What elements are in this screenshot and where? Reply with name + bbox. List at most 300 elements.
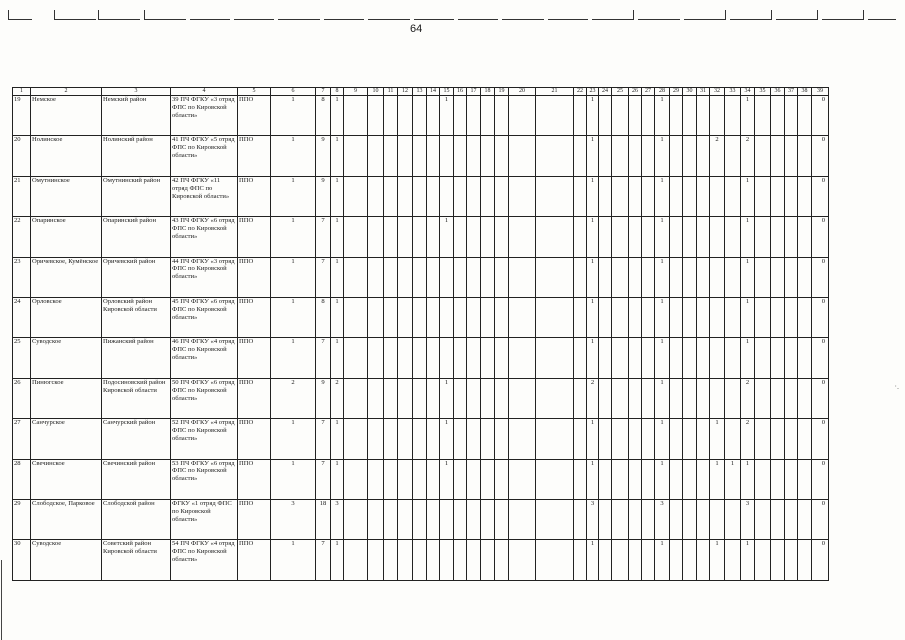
settlement-cell: Омутнинское: [31, 176, 102, 216]
settlement-cell: Немское: [31, 96, 102, 136]
value-cell-col-23: 1: [587, 257, 599, 297]
district-cell: Свечинский район: [102, 459, 171, 499]
value-cell-col-28: 1: [655, 176, 670, 216]
value-cell-col-9: [344, 540, 368, 580]
value-cell-col-30: [683, 459, 697, 499]
value-cell-col-38: [798, 378, 812, 418]
scan-border-line: [54, 19, 96, 20]
value-cell-col-36: [771, 459, 785, 499]
value-cell-col-34: 1: [741, 540, 755, 580]
value-cell-col-38: [798, 176, 812, 216]
unit-type-cell: ППО: [238, 338, 271, 378]
value-cell-col-21: [536, 540, 574, 580]
value-cell-col-31: [697, 499, 710, 539]
value-cell-col-39: 0: [812, 459, 829, 499]
value-cell-col-19: [495, 136, 509, 176]
table-row: [13, 378, 829, 418]
column-number-11: 11: [384, 88, 398, 96]
value-cell-col-31: [697, 96, 710, 136]
value-cell-col-8: 1: [331, 176, 344, 216]
value-cell-col-34: 1: [741, 297, 755, 337]
value-cell-col-33: 1: [725, 459, 741, 499]
value-cell-col-29: [670, 378, 683, 418]
value-cell-col-32: [710, 96, 725, 136]
value-cell-col-13: [413, 540, 427, 580]
value-cell-col-36: [771, 338, 785, 378]
value-cell-col-33: [725, 96, 741, 136]
value-cell-col-32: [710, 176, 725, 216]
value-cell-col-24: [599, 540, 612, 580]
value-cell-col-32: 2: [710, 136, 725, 176]
value-cell-col-20: [509, 136, 536, 176]
district-cell: Советский район Кировской области: [102, 540, 171, 580]
value-cell-col-14: [427, 217, 440, 257]
value-cell-col-21: [536, 338, 574, 378]
scan-border-segment: [822, 8, 864, 20]
value-cell-col-24: [599, 378, 612, 418]
unit-type-cell: ППО: [238, 297, 271, 337]
value-cell-col-22: [574, 217, 587, 257]
value-cell-col-28: 1: [655, 540, 670, 580]
column-number-39: 39: [812, 88, 829, 96]
fire-unit-cell: 45 ПЧ ФГКУ «6 отряд ФПС по Кировской области»: [171, 297, 238, 337]
value-cell-col-7: 9: [316, 176, 331, 216]
value-cell-col-8: 1: [331, 419, 344, 459]
value-cell-col-9: [344, 96, 368, 136]
value-cell-col-14: [427, 338, 440, 378]
value-cell-col-11: [384, 297, 398, 337]
value-cell-col-38: [798, 499, 812, 539]
value-cell-col-33: [725, 419, 741, 459]
value-cell-col-34: 1: [741, 217, 755, 257]
value-cell-col-11: [384, 176, 398, 216]
value-cell-col-37: [785, 217, 798, 257]
value-cell-col-10: [368, 540, 384, 580]
value-cell-col-27: [642, 378, 655, 418]
column-number-17: 17: [467, 88, 481, 96]
value-cell-col-30: [683, 297, 697, 337]
value-cell-col-20: [509, 419, 536, 459]
scan-border-segment: [98, 8, 140, 20]
value-cell-col-26: [629, 257, 642, 297]
value-cell-col-39: 0: [812, 176, 829, 216]
value-cell-col-16: [454, 257, 467, 297]
value-cell-col-22: [574, 96, 587, 136]
value-cell-col-37: [785, 338, 798, 378]
value-cell-col-23: 2: [587, 378, 599, 418]
scan-border-line: [414, 19, 454, 20]
value-cell-col-35: [755, 378, 771, 418]
value-cell-col-35: [755, 136, 771, 176]
column-number-18: 18: [481, 88, 495, 96]
value-cell-col-34: 2: [741, 419, 755, 459]
value-cell-col-12: [398, 257, 413, 297]
value-cell-col-9: [344, 419, 368, 459]
value-cell-col-30: [683, 176, 697, 216]
value-cell-col-25: [612, 540, 629, 580]
value-cell-col-10: [368, 217, 384, 257]
row-number-cell: 29: [13, 499, 31, 539]
value-cell-col-21: [536, 459, 574, 499]
value-cell-col-6: 3: [271, 499, 316, 539]
value-cell-col-12: [398, 217, 413, 257]
column-number-2: 2: [31, 88, 102, 96]
value-cell-col-16: [454, 176, 467, 216]
district-cell: Слободской район: [102, 499, 171, 539]
value-cell-col-21: [536, 419, 574, 459]
settlement-cell: Санчурское: [31, 419, 102, 459]
value-cell-col-14: [427, 499, 440, 539]
column-number-22: 22: [574, 88, 587, 96]
value-cell-col-8: 1: [331, 217, 344, 257]
value-cell-col-34: 1: [741, 176, 755, 216]
value-cell-col-11: [384, 217, 398, 257]
column-number-20: 20: [509, 88, 536, 96]
value-cell-col-26: [629, 499, 642, 539]
value-cell-col-15: [440, 540, 454, 580]
value-cell-col-25: [612, 257, 629, 297]
value-cell-col-37: [785, 499, 798, 539]
value-cell-col-30: [683, 378, 697, 418]
value-cell-col-19: [495, 378, 509, 418]
value-cell-col-22: [574, 540, 587, 580]
value-cell-col-12: [398, 297, 413, 337]
value-cell-col-12: [398, 459, 413, 499]
value-cell-col-21: [536, 297, 574, 337]
value-cell-col-27: [642, 96, 655, 136]
value-cell-col-37: [785, 540, 798, 580]
scan-border-line: [368, 19, 410, 20]
value-cell-col-12: [398, 499, 413, 539]
value-cell-col-13: [413, 419, 427, 459]
column-number-34: 34: [741, 88, 755, 96]
value-cell-col-33: [725, 257, 741, 297]
value-cell-col-13: [413, 217, 427, 257]
value-cell-col-7: 18: [316, 499, 331, 539]
value-cell-col-26: [629, 96, 642, 136]
value-cell-col-10: [368, 419, 384, 459]
value-cell-col-27: [642, 297, 655, 337]
value-cell-col-13: [413, 136, 427, 176]
scan-border-tick: [98, 10, 99, 20]
scan-border-line: [98, 19, 140, 20]
unit-type-cell: ППО: [238, 217, 271, 257]
value-cell-col-34: 3: [741, 499, 755, 539]
value-cell-col-19: [495, 96, 509, 136]
value-cell-col-11: [384, 459, 398, 499]
value-cell-col-22: [574, 378, 587, 418]
district-cell: Пижанский район: [102, 338, 171, 378]
scan-border-segment: [548, 8, 588, 20]
value-cell-col-32: [710, 257, 725, 297]
value-cell-col-19: [495, 540, 509, 580]
value-cell-col-8: 1: [331, 459, 344, 499]
scan-border-segment: [730, 8, 772, 20]
value-cell-col-31: [697, 217, 710, 257]
value-cell-col-28: 1: [655, 136, 670, 176]
value-cell-col-37: [785, 459, 798, 499]
value-cell-col-38: [798, 338, 812, 378]
column-number-1: 1: [13, 88, 31, 96]
value-cell-col-10: [368, 96, 384, 136]
value-cell-col-24: [599, 338, 612, 378]
scan-border-tick: [633, 10, 634, 20]
value-cell-col-16: [454, 419, 467, 459]
value-cell-col-9: [344, 257, 368, 297]
value-cell-col-29: [670, 257, 683, 297]
value-cell-col-21: [536, 257, 574, 297]
value-cell-col-20: [509, 297, 536, 337]
column-number-10: 10: [368, 88, 384, 96]
scan-border-segment: [776, 8, 818, 20]
value-cell-col-39: 0: [812, 217, 829, 257]
value-cell-col-11: [384, 540, 398, 580]
value-cell-col-8: 1: [331, 136, 344, 176]
value-cell-col-10: [368, 338, 384, 378]
column-number-13: 13: [413, 88, 427, 96]
column-number-21: 21: [536, 88, 574, 96]
column-number-25: 25: [612, 88, 629, 96]
value-cell-col-34: 1: [741, 257, 755, 297]
fire-unit-cell: 46 ПЧ ФГКУ «4 отряд ФПС по Кировской области»: [171, 338, 238, 378]
value-cell-col-20: [509, 459, 536, 499]
value-cell-col-27: [642, 499, 655, 539]
value-cell-col-22: [574, 499, 587, 539]
column-number-28: 28: [655, 88, 670, 96]
value-cell-col-6: 1: [271, 459, 316, 499]
value-cell-col-28: 1: [655, 217, 670, 257]
value-cell-col-6: 1: [271, 176, 316, 216]
value-cell-col-38: [798, 297, 812, 337]
value-cell-col-24: [599, 459, 612, 499]
scan-border-line: [592, 19, 634, 20]
row-number-cell: 19: [13, 96, 31, 136]
scan-border-tick: [54, 10, 55, 20]
value-cell-col-38: [798, 217, 812, 257]
value-cell-col-18: [481, 419, 495, 459]
row-number-cell: 26: [13, 378, 31, 418]
value-cell-col-15: [440, 257, 454, 297]
value-cell-col-36: [771, 96, 785, 136]
value-cell-col-28: 1: [655, 338, 670, 378]
value-cell-col-26: [629, 459, 642, 499]
page-number: 64: [410, 23, 423, 35]
value-cell-col-27: [642, 176, 655, 216]
value-cell-col-37: [785, 378, 798, 418]
column-number-7: 7: [316, 88, 331, 96]
value-cell-col-16: [454, 217, 467, 257]
value-cell-col-33: [725, 217, 741, 257]
value-cell-col-26: [629, 378, 642, 418]
value-cell-col-29: [670, 459, 683, 499]
scan-top-border: [8, 4, 898, 26]
value-cell-col-10: [368, 459, 384, 499]
scan-specks: ·.: [894, 382, 899, 391]
settlement-cell: Слободское, Парковое: [31, 499, 102, 539]
value-cell-col-7: 9: [316, 136, 331, 176]
row-number-cell: 20: [13, 136, 31, 176]
value-cell-col-24: [599, 176, 612, 216]
value-cell-col-13: [413, 176, 427, 216]
scan-border-segment: [190, 8, 230, 20]
value-cell-col-24: [599, 217, 612, 257]
value-cell-col-33: [725, 338, 741, 378]
value-cell-col-32: [710, 499, 725, 539]
value-cell-col-14: [427, 257, 440, 297]
value-cell-col-14: [427, 419, 440, 459]
value-cell-col-38: [798, 96, 812, 136]
scan-border-segment: [368, 8, 410, 20]
value-cell-col-19: [495, 257, 509, 297]
value-cell-col-17: [467, 96, 481, 136]
value-cell-col-14: [427, 96, 440, 136]
value-cell-col-26: [629, 217, 642, 257]
value-cell-col-29: [670, 96, 683, 136]
value-cell-col-31: [697, 257, 710, 297]
value-cell-col-19: [495, 419, 509, 459]
value-cell-col-23: 1: [587, 459, 599, 499]
value-cell-col-18: [481, 459, 495, 499]
value-cell-col-15: 1: [440, 378, 454, 418]
value-cell-col-38: [798, 257, 812, 297]
value-cell-col-9: [344, 338, 368, 378]
value-cell-col-14: [427, 378, 440, 418]
scan-edge-line: [1, 560, 2, 640]
value-cell-col-39: 0: [812, 136, 829, 176]
value-cell-col-28: 1: [655, 378, 670, 418]
settlement-cell: Опаринское: [31, 217, 102, 257]
value-cell-col-17: [467, 217, 481, 257]
value-cell-col-29: [670, 297, 683, 337]
value-cell-col-26: [629, 338, 642, 378]
scan-border-tick: [725, 10, 726, 20]
value-cell-col-30: [683, 499, 697, 539]
value-cell-col-36: [771, 378, 785, 418]
value-cell-col-18: [481, 338, 495, 378]
value-cell-col-29: [670, 499, 683, 539]
value-cell-col-9: [344, 217, 368, 257]
value-cell-col-16: [454, 540, 467, 580]
column-number-4: 4: [171, 88, 238, 96]
value-cell-col-11: [384, 499, 398, 539]
value-cell-col-18: [481, 136, 495, 176]
value-cell-col-39: 0: [812, 419, 829, 459]
value-cell-col-7: 8: [316, 96, 331, 136]
value-cell-col-35: [755, 96, 771, 136]
scan-border-line: [776, 19, 818, 20]
value-cell-col-12: [398, 96, 413, 136]
value-cell-col-12: [398, 176, 413, 216]
fire-unit-cell: ФГКУ «1 отряд ФПС по Кировской области»: [171, 499, 238, 539]
value-cell-col-17: [467, 297, 481, 337]
column-number-8: 8: [331, 88, 344, 96]
value-cell-col-21: [536, 217, 574, 257]
unit-type-cell: ППО: [238, 459, 271, 499]
value-cell-col-28: 1: [655, 257, 670, 297]
value-cell-col-21: [536, 136, 574, 176]
value-cell-col-6: 1: [271, 297, 316, 337]
fire-unit-cell: 39 ПЧ ФГКУ «3 отряд ФПС по Кировской области»: [171, 96, 238, 136]
column-number-29: 29: [670, 88, 683, 96]
district-cell: Немский район: [102, 96, 171, 136]
value-cell-col-15: [440, 297, 454, 337]
value-cell-col-17: [467, 419, 481, 459]
value-cell-col-10: [368, 378, 384, 418]
value-cell-col-15: [440, 499, 454, 539]
table-row: [13, 96, 829, 136]
value-cell-col-16: [454, 378, 467, 418]
value-cell-col-14: [427, 136, 440, 176]
value-cell-col-33: [725, 378, 741, 418]
value-cell-col-20: [509, 499, 536, 539]
district-cell: Опаринский район: [102, 217, 171, 257]
value-cell-col-24: [599, 419, 612, 459]
value-cell-col-27: [642, 419, 655, 459]
table-row: [13, 499, 829, 539]
scan-border-segment: [458, 8, 498, 20]
value-cell-col-9: [344, 459, 368, 499]
scan-border-tick: [144, 10, 145, 20]
table-row: [13, 338, 829, 378]
value-cell-col-25: [612, 499, 629, 539]
value-cell-col-10: [368, 297, 384, 337]
scan-border-segment: [234, 8, 274, 20]
value-cell-col-29: [670, 176, 683, 216]
district-cell: Орловский район Кировской области: [102, 297, 171, 337]
unit-type-cell: ППО: [238, 176, 271, 216]
value-cell-col-17: [467, 378, 481, 418]
value-cell-col-7: 7: [316, 419, 331, 459]
value-cell-col-11: [384, 419, 398, 459]
unit-type-cell: ППО: [238, 136, 271, 176]
value-cell-col-37: [785, 176, 798, 216]
value-cell-col-16: [454, 499, 467, 539]
value-cell-col-11: [384, 96, 398, 136]
value-cell-col-19: [495, 176, 509, 216]
value-cell-col-21: [536, 176, 574, 216]
value-cell-col-15: [440, 338, 454, 378]
value-cell-col-26: [629, 176, 642, 216]
value-cell-col-25: [612, 217, 629, 257]
value-cell-col-35: [755, 257, 771, 297]
value-cell-col-14: [427, 176, 440, 216]
column-number-37: 37: [785, 88, 798, 96]
value-cell-col-11: [384, 257, 398, 297]
scan-border-segment: [8, 8, 32, 20]
column-number-35: 35: [755, 88, 771, 96]
value-cell-col-9: [344, 499, 368, 539]
value-cell-col-6: 1: [271, 338, 316, 378]
scan-border-segment: [324, 8, 364, 20]
value-cell-col-35: [755, 297, 771, 337]
value-cell-col-23: 1: [587, 176, 599, 216]
value-cell-col-8: 3: [331, 499, 344, 539]
value-cell-col-22: [574, 459, 587, 499]
value-cell-col-23: 1: [587, 338, 599, 378]
value-cell-col-8: 1: [331, 257, 344, 297]
value-cell-col-36: [771, 176, 785, 216]
value-cell-col-38: [798, 136, 812, 176]
value-cell-col-18: [481, 378, 495, 418]
scan-border-segment: [278, 8, 320, 20]
value-cell-col-27: [642, 217, 655, 257]
district-cell: Санчурский район: [102, 419, 171, 459]
value-cell-col-13: [413, 459, 427, 499]
value-cell-col-31: [697, 297, 710, 337]
value-cell-col-34: 1: [741, 459, 755, 499]
value-cell-col-38: [798, 419, 812, 459]
value-cell-col-34: 1: [741, 338, 755, 378]
